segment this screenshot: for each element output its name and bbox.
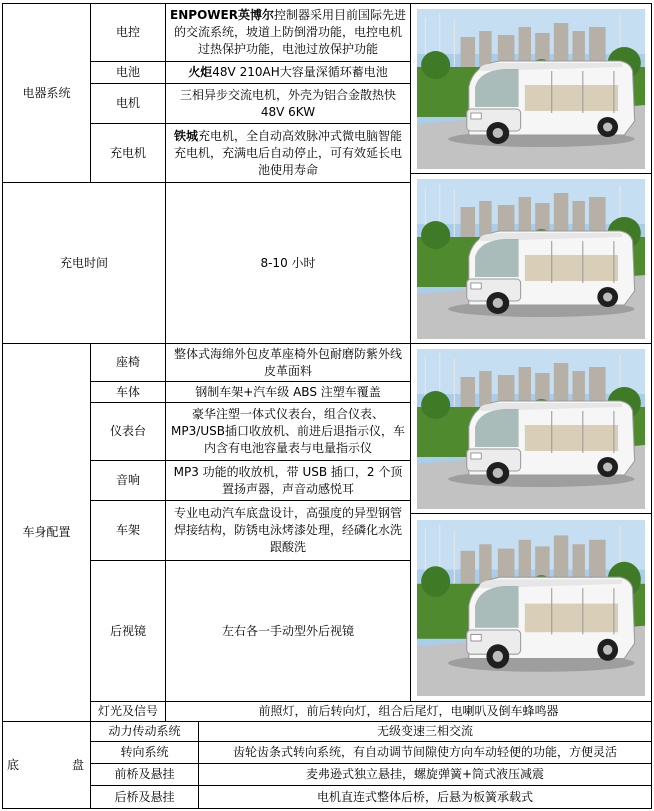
row-label-seat: 座椅	[91, 344, 166, 382]
row-label-ecu: 电控	[91, 4, 166, 62]
row-value-dashboard: 豪华注塑一体式仪表台，组合仪表、MP3/USB插口收放机、前进后退指示仪，车内含有电池容量表与电量指示仪	[166, 403, 411, 461]
row-label-drivetrain: 动力传动系统	[91, 722, 199, 742]
brand-tiecheng: 铁城	[173, 128, 198, 143]
row-label-battery: 电池	[91, 62, 166, 84]
row-value-mirror: 左右各一手动型外后视镜	[166, 561, 411, 702]
cart-photo-4	[411, 514, 652, 702]
row-value-battery	[166, 62, 411, 84]
row-value-body: 钢制车架+汽车级 ABS 注塑车覆盖	[166, 382, 411, 403]
row-value-steering: 齿轮齿条式转向系统，有自动调节间隙使方向车动轻便的功能，方便灵活	[199, 742, 652, 764]
brand-torch: 火炬	[188, 65, 213, 79]
row-label-lights: 灯光及信号	[91, 702, 166, 722]
row-value-seat: 整体式海绵外包皮革座椅外包耐磨防紫外线皮革面料	[166, 344, 411, 382]
row-value-front-axle: 麦弗逊式独立悬挂，螺旋弹簧+筒式液压减震	[199, 764, 652, 786]
row-label-rear-axle: 后桥及悬挂	[91, 786, 199, 809]
row-value-audio: MP3 功能的收放机，带 USB 插口，2 个顶置扬声器，声音动感悦耳	[166, 461, 411, 501]
chassis-char-1: 底	[7, 757, 20, 772]
section-body: 车身配置	[3, 344, 91, 722]
row-label-body: 车体	[91, 382, 166, 403]
row-label-motor: 电机	[91, 84, 166, 124]
row-value-lights: 前照灯，前后转向灯，组合后尾灯，电喇叭及倒车蜂鸣器	[166, 702, 652, 722]
charger-desc: 充电机，全自动高效脉冲式微电脑智能充电机，充满电后自动停止，可有效延长电池使用寿命	[173, 128, 403, 177]
row-label-dashboard: 仪表台	[91, 403, 166, 461]
charging-time-label: 充电时间	[3, 183, 166, 344]
cart-photo-3	[411, 344, 652, 514]
section-electrical: 电器系统	[3, 4, 91, 183]
row-value-frame: 专业电动汽车底盘设计，高强度的异型钢管焊接结构，防锈电泳烤漆处理，经磷化水洗跟酸洗	[166, 501, 411, 561]
section-chassis	[3, 722, 91, 809]
row-label-audio: 音响	[91, 461, 166, 501]
row-label-front-axle: 前桥及悬挂	[91, 764, 199, 786]
row-label-steering: 转向系统	[91, 742, 199, 764]
row-label-mirror: 后视镜	[91, 561, 166, 702]
row-value-rear-axle: 电机直连式整体后桥，后悬为板簧承载式	[199, 786, 652, 809]
cart-photo-2	[411, 174, 652, 344]
row-label-frame: 车架	[91, 501, 166, 561]
brand-enpower: ENPOWER英博尔	[170, 8, 274, 22]
charging-time-value: 8-10 小时	[166, 183, 411, 344]
row-value-ecu	[166, 4, 411, 62]
row-value-motor: 三相异步交流电机，外壳为铝合金散热快 48V 6KW	[166, 84, 411, 124]
battery-desc: 48V 210AH大容量深循环蓄电池	[212, 65, 388, 79]
row-value-drivetrain: 无级变速三相交流	[199, 722, 652, 742]
ecu-desc: 控制器采用目前国际先进的交流系统，坡道上防倒滑功能，电控电机过热保护功能，电池过放保护功能	[173, 8, 406, 56]
row-value-charger	[166, 124, 411, 183]
cart-photo-1	[411, 4, 652, 174]
row-label-charger: 充电机	[91, 124, 166, 183]
chassis-char-2: 盘	[71, 757, 84, 772]
